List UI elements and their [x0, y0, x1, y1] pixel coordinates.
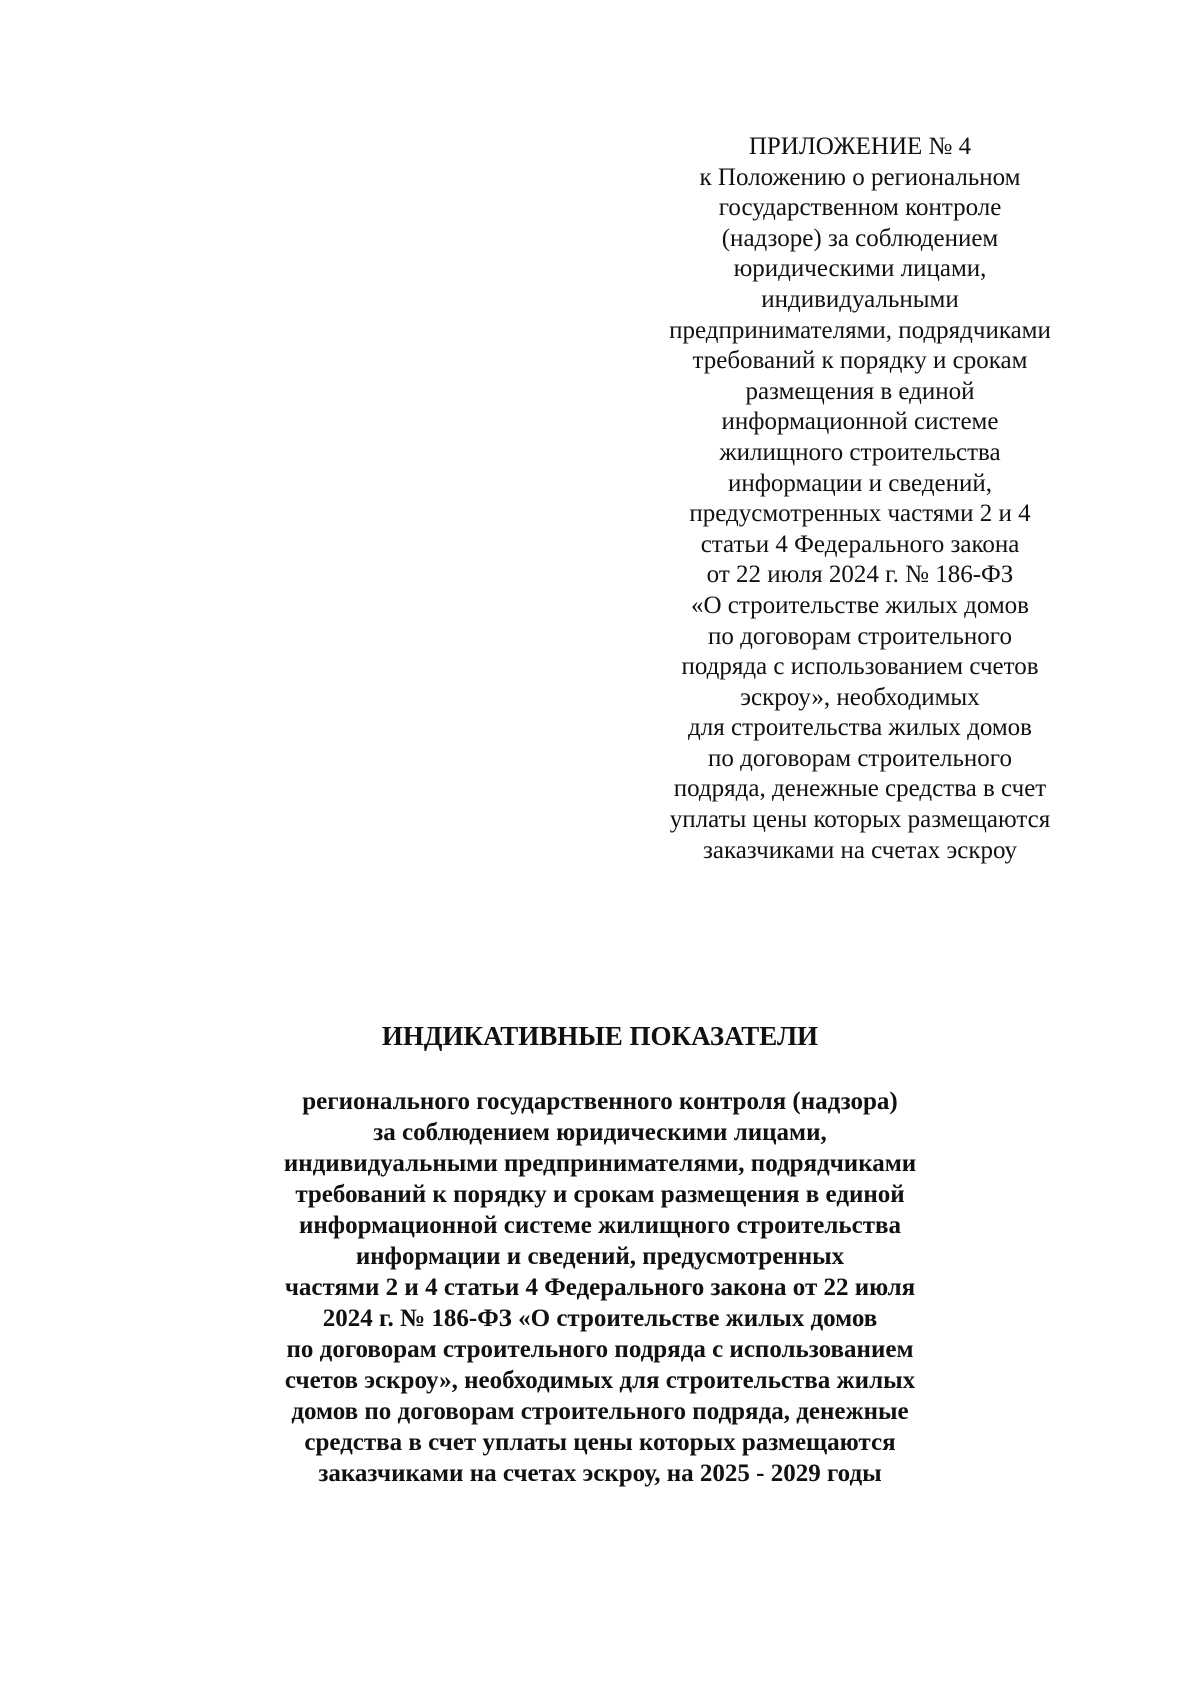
appendix-header	[630, 132, 1090, 866]
appendix-line: информации и сведений,	[727, 469, 993, 497]
appendix-line: предпринимателями, подрядчиками	[669, 316, 1051, 344]
subtitle-line: 2024 г. № 186-ФЗ «О строительстве жилых домов	[322, 1305, 878, 1332]
subtitle-line: индивидуальными предпринимателями, подрядчиками	[283, 1150, 917, 1177]
appendix-line: статьи 4 Федерального закона	[700, 530, 1020, 558]
subtitle-line: требований к порядку и срокам размещения в единой	[295, 1181, 905, 1208]
appendix-line: (надзоре) за соблюдением	[721, 224, 999, 252]
appendix-line: для строительства жилых домов	[688, 714, 1032, 742]
subtitle-line: за соблюдением юридическими лицами,	[373, 1119, 827, 1146]
appendix-line: юридическими лицами,	[733, 255, 987, 283]
appendix-line: к Положению о региональном	[699, 163, 1021, 191]
appendix-line: индивидуальными	[761, 285, 959, 313]
subtitle-line: регионального государственного контроля (надзора)	[302, 1088, 898, 1115]
appendix-line: жилищного строительства	[719, 438, 1001, 466]
subtitle-line: счетов эскроу», необходимых для строительства жилых	[284, 1367, 916, 1394]
appendix-line: подряда с использованием счетов	[681, 653, 1039, 681]
subtitle-line: по договорам строительного подряда с использованием	[286, 1336, 914, 1363]
appendix-line: подряда, денежные средства в счет	[673, 775, 1047, 803]
appendix-line: по договорам строительного	[708, 744, 1012, 772]
appendix-line: предусмотренных частями 2 и 4	[689, 500, 1031, 528]
appendix-line: заказчиками на счетах эскроу	[702, 836, 1018, 864]
document-title: ИНДИКАТИВНЫЕ ПОКАЗАТЕЛИ	[381, 1021, 819, 1051]
subtitle-line: информационной системе жилищного строительства	[298, 1212, 902, 1239]
subtitle-line: домов по договорам строительного подряда, денежные	[291, 1398, 909, 1425]
appendix-line: от 22 июля 2024 г. № 186-ФЗ	[706, 561, 1014, 589]
appendix-line: уплаты цены которых размещаются	[669, 806, 1051, 834]
appendix-line: информационной системе	[721, 408, 999, 436]
subtitle-line: заказчиками на счетах эскроу, на 2025 - 2029 годы	[318, 1460, 882, 1487]
document-subtitle	[150, 1086, 1050, 1489]
appendix-line: «О строительстве жилых домов	[691, 591, 1029, 619]
subtitle-line: информации и сведений, предусмотренных	[355, 1243, 845, 1270]
appendix-line: эскроу», необходимых	[740, 683, 980, 711]
appendix-line: размещения в единой	[745, 377, 975, 405]
appendix-line: требований к порядку и срокам	[692, 347, 1028, 375]
appendix-line: государственном контроле	[718, 194, 1002, 222]
appendix-line: по договорам строительного	[708, 622, 1012, 650]
subtitle-line: частями 2 и 4 статьи 4 Федерального закона от 22 июля	[284, 1274, 916, 1301]
appendix-line: ПРИЛОЖЕНИЕ № 4	[748, 133, 972, 160]
subtitle-line: средства в счет уплаты цены которых размещаются	[304, 1429, 896, 1456]
